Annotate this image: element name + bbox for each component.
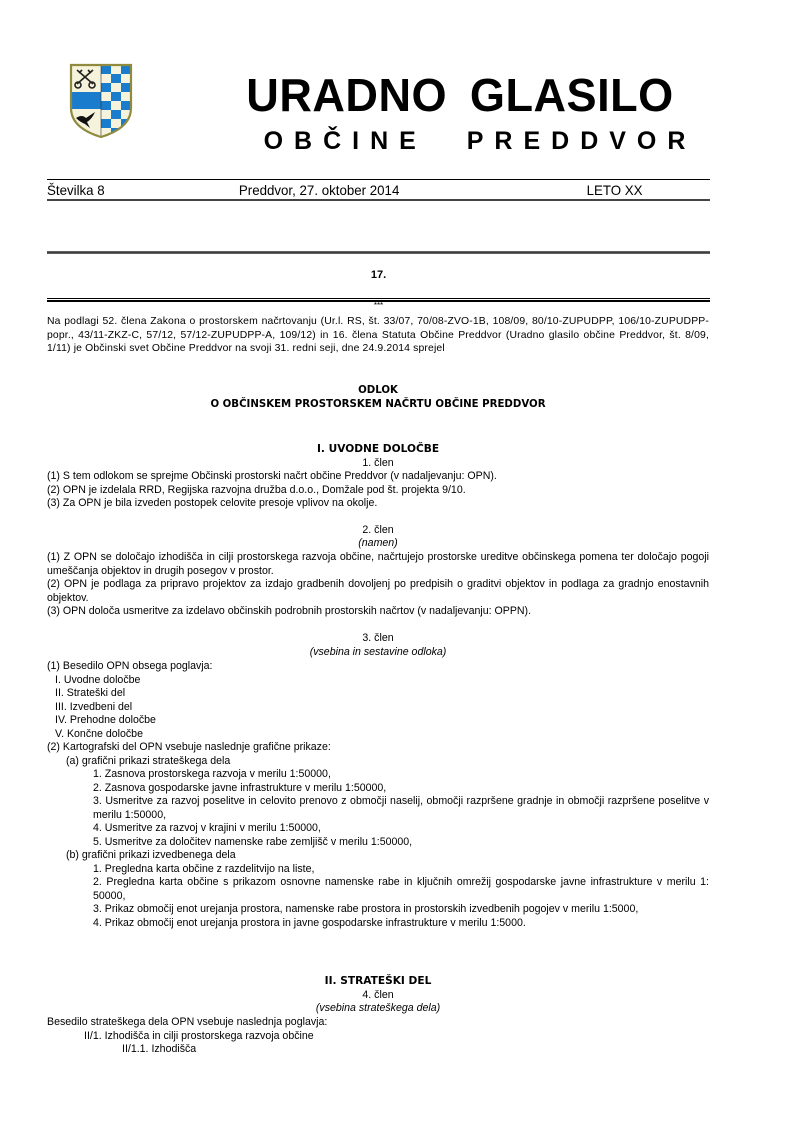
article-2-body	[47, 551, 709, 619]
article-2-paragraph: (2) OPN je podlaga za pripravo projektov za izdajo gradbenih dovoljenj po predpisih o graditvi objektov in podlaga za gradnjo enostavnih objektov.	[47, 578, 709, 604]
group-a-label: (a) grafični prikazi strateškega dela	[66, 754, 231, 767]
article-2-paragraph: (1) Z OPN se določajo izhodišča in cilji prostorskega razvoja občine, načrtujejo prostorske ureditve občinskega pomena ter določajo pogoji umeščanja objektov in drugih posegov v prostor.	[47, 551, 709, 577]
group-a-item: 5. Usmeritve za določitev namenske rabe zemljišč v merilu 1:50000,	[93, 835, 413, 848]
issue-year: LETO XX	[586, 182, 643, 198]
article-1-body	[47, 470, 709, 511]
chapter-list-item: III. Izvedbeni del	[55, 700, 133, 713]
group-a-item: 4. Usmeritve za razvoj v krajini v merilu 1:50000,	[93, 822, 321, 834]
publication-subtitle: OBČINE PREDDVOR	[263, 127, 697, 155]
issue-info-row	[47, 182, 677, 198]
group-a-item: 1. Zasnova prostorskega razvoja v merilu 1:50000,	[93, 768, 331, 780]
preamble: Na podlagi 52. člena Zakona o prostorskem načrtovanju (Ur.l. RS, št. 33/07, 70/08-ZVO-1B, 108/09, 80/10-ZUPUDPP, 106/10-ZUPUDPP-popr., 43/11-ZKZ-C, 57/12, 57/12-ZUPUDPP-A, 109/12) in 16. člena Statuta Občine Preddvor (Uradno glasilo občine Preddvor, št. 8/09, 1/11) je Občinski svet Občine Preddvor na svoji 31. redni seji, dne 24.9.2014 sprejel	[47, 316, 709, 355]
article-4-body	[47, 1016, 709, 1057]
article-1-paragraph: (3) Za OPN je bila izveden postopek celovite presoje vplivov na okolje.	[47, 497, 378, 509]
decree-title: ODLOK	[358, 385, 398, 396]
header-rule-bottom	[47, 199, 710, 201]
issue-number: Številka 8	[47, 182, 105, 198]
chapter-list-item: IV. Prehodne določbe	[55, 714, 156, 726]
group-b-item: 3. Prikaz območij enot urejanja prostora, namenske rabe prostora in prostorskih izvedbenih pogojev v merilu 1:5000,	[93, 903, 639, 915]
group-b-item: 1. Pregledna karta občine z razdelitvijo na liste,	[93, 862, 315, 875]
article-3-body	[47, 660, 709, 930]
group-a-item: 3. Usmeritve za razvoj poselitve in celovito prenovo z območji naselij, območji razpršene gradnje in območji razpršene poselitve v merilu 1:50000,	[93, 795, 709, 821]
group-b-item: 4. Prikaz območij enot urejanja prostora in javne gospodarske infrastrukture v merilu 1:5000.	[93, 916, 526, 929]
article-2-label: 2. člen	[362, 524, 394, 536]
article-4-item: II/1.1. Izhodišča	[122, 1043, 197, 1055]
group-b-item: 2. Pregledna karta občine s prikazom osnovne namenske rabe in ključnih omrežij gospodarske javne infrastrukture v merilu 1: 50000,	[93, 876, 709, 902]
article-4-subtitle: (vsebina strateškega dela)	[315, 1002, 441, 1014]
article-1-label: 1. člen	[362, 457, 394, 469]
header-rule-top	[47, 179, 710, 180]
article-1-paragraph: (2) OPN je izdelala RRD, Regijska razvojna družba d.o.o., Domžale pod št. projekta 9/10.	[47, 483, 466, 496]
section-2-title: II. STRATEŠKI DEL	[324, 975, 432, 987]
issue-date: Preddvor, 27. oktober 2014	[238, 182, 400, 198]
section-rule-thick	[47, 251, 710, 254]
section-1-title: I. UVODNE DOLOČBE	[316, 443, 440, 455]
article-4-intro: Besedilo strateškega dela OPN vsebuje naslednja poglavja:	[47, 1016, 328, 1028]
item-number: 17.	[370, 269, 387, 281]
chapter-list-item: II. Strateški del	[55, 687, 126, 699]
separator-stars: ***	[373, 301, 384, 310]
article-3-para1-intro: (1) Besedilo OPN obsega poglavja:	[47, 660, 213, 672]
chapter-list-item: V. Končne določbe	[55, 727, 143, 740]
chapter-list-item: I. Uvodne določbe	[55, 673, 141, 686]
article-3-label: 3. člen	[362, 632, 394, 644]
coat-of-arms-logo	[68, 62, 134, 140]
article-3-para2-intro: (2) Kartografski del OPN vsebuje naslednje grafične prikaze:	[47, 741, 331, 753]
publication-title: URADNO GLASILO	[246, 69, 674, 121]
article-3-subtitle: (vsebina in sestavine odloka)	[309, 646, 447, 658]
article-4-label: 4. člen	[362, 989, 394, 1001]
article-4-item: II/1. Izhodišča in cilji prostorskega razvoja občine	[84, 1029, 314, 1042]
article-2-paragraph: (3) OPN določa usmeritve za izdelavo občinskih podrobnih prostorskih načrtov (v nadaljevanju: OPPN).	[47, 605, 532, 617]
article-1-paragraph: (1) S tem odlokom se sprejme Občinski prostorski načrt občine Preddvor (v nadaljevanju: OPN).	[47, 470, 497, 482]
decree-subtitle: O OBČINSKEM PROSTORSKEM NAČRTU OBČINE PREDDVOR	[210, 399, 546, 410]
group-a-item: 2. Zasnova gospodarske javne infrastrukture v merilu 1:50000,	[93, 781, 387, 794]
group-b-label: (b) grafični prikazi izvedbenega dela	[66, 849, 236, 861]
article-2-subtitle: (namen)	[358, 537, 398, 549]
